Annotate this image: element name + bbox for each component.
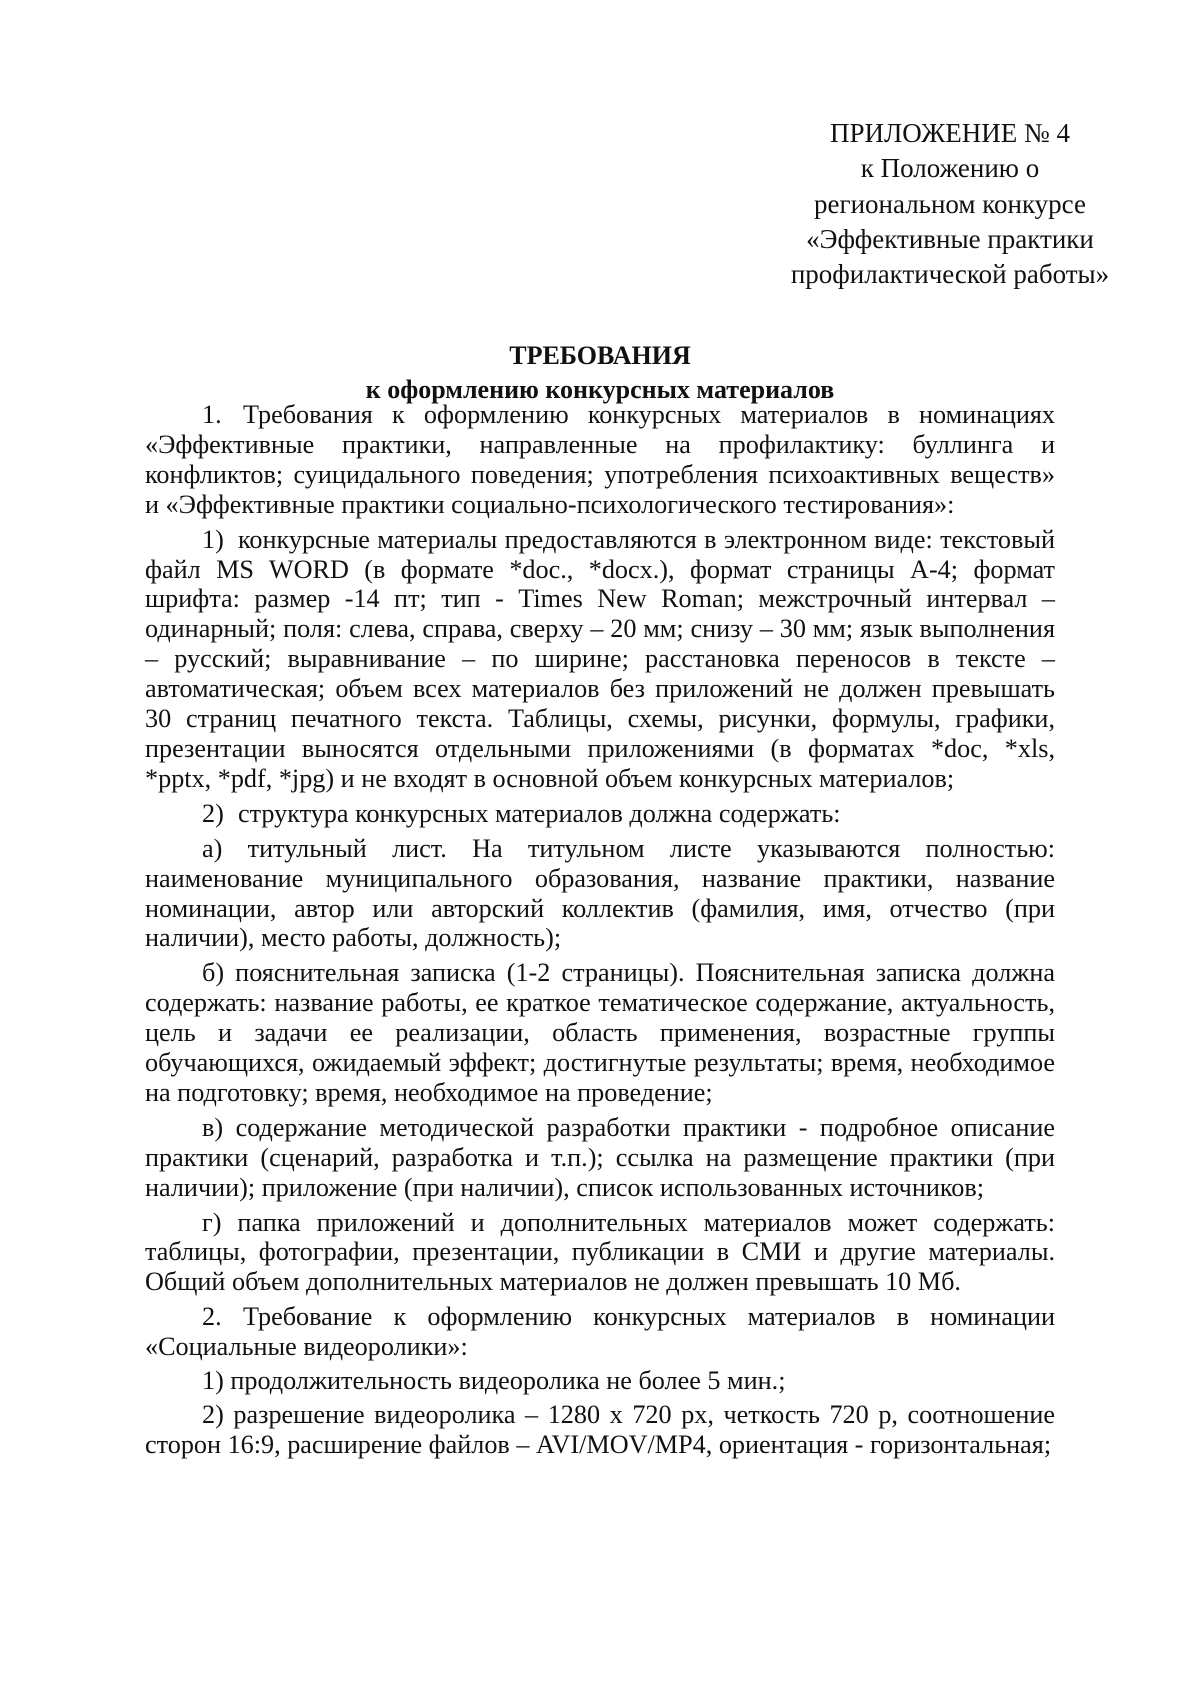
paragraph-item-v: в) содержание методической разработки практики - подробное описание практики (сценарий, разработка и т.п.); ссылка на размещение практики (при наличии); приложение (при наличии), список использованных источников; bbox=[145, 1112, 1055, 1202]
paragraph-text: структура конкурсных материалов должна содержать: bbox=[238, 798, 841, 828]
appendix-ref-line: «Эффективные практики bbox=[806, 223, 1094, 254]
paragraph-section-2 bbox=[145, 1302, 1055, 1362]
appendix-ref-line: профилактической работы» bbox=[790, 259, 1110, 290]
section-number: 1. bbox=[202, 400, 222, 429]
paragraph-item-2-1: 1) продолжительность видеоролика не более 5 мин.; bbox=[202, 1366, 786, 1396]
paragraph-text: Требования к оформлению конкурсных материалов в номинациях «Эффективные практики, направленные на профилактику: буллинга и конфликтов; суицидального поведения; употребления психоактивных веществ» и «Эффективные практики социально-психологического тестирования»: bbox=[145, 400, 1055, 519]
document-body bbox=[145, 400, 1055, 1460]
title-subheading: к оформлению конкурсных материалов bbox=[365, 375, 835, 404]
paragraph-item-1-2 bbox=[145, 799, 1055, 829]
appendix-header bbox=[780, 116, 1120, 292]
paragraph-item-a: а) титульный лист. На титульном листе указываются полностью: наименование муниципального образования, название практики, название номинации, автор или авторский коллектив (фамилия, имя, отчество (при наличии), место работы, должность); bbox=[145, 833, 1055, 953]
item-number: 1) bbox=[202, 524, 224, 554]
appendix-ref-line: региональном конкурсе bbox=[814, 188, 1086, 219]
appendix-number: ПРИЛОЖЕНИЕ № 4 bbox=[829, 118, 1071, 148]
paragraph-item-g: г) папка приложений и дополнительных материалов может содержать: таблицы, фотографии, презентации, публикации в СМИ и другие материалы. Общий объем дополнительных материалов не должен превышать 10 Мб. bbox=[145, 1207, 1055, 1297]
appendix-ref-line: к Положению о bbox=[860, 153, 1040, 184]
title-heading: ТРЕБОВАНИЯ bbox=[509, 341, 691, 370]
item-number: 2) bbox=[202, 798, 224, 828]
paragraph-section-1 bbox=[145, 400, 1055, 520]
section-number: 2. bbox=[202, 1302, 222, 1332]
paragraph-item-2-2: 2) разрешение видеоролика – 1280 х 720 px, четкость 720 р, соотношение сторон 16:9, расширение файлов – AVI/MOV/MP4, ориентация - горизонтальная; bbox=[145, 1400, 1055, 1459]
paragraph-item-1-1 bbox=[145, 525, 1055, 794]
paragraph-item-b: б) пояснительная записка (1-2 страницы). Пояснительная записка должна содержать: название работы, ее краткое тематическое содержание, актуальность, цель и задачи ее реализации, область применения, возрастные группы обучающихся, ожидаемый эффект; достигнутые результаты; время, необходимое на подготовку; время, необходимое на проведение; bbox=[145, 958, 1055, 1107]
paragraph-text: Требование к оформлению конкурсных материалов в номинации «Социальные видеоролики»: bbox=[145, 1302, 1055, 1362]
paragraph-text: конкурсные материалы предоставляются в электронном виде: текстовый файл MS WORD (в формате *doc., *docx.), формат страницы А-4; формат шрифта: размер -14 пт; тип - Times New Roman; межстрочный интервал – одинарный; поля: слева, справа, сверху – 20 мм; снизу – 30 мм; язык выполнения – русский; выравнивание – по ширине; расстановка переносов в тексте – автоматическая; объем всех материалов без приложений не должен превышать 30 страниц печатного текста. Таблицы, схемы, рисунки, формулы, графики, презентации выносятся отдельными приложениями (в форматах *doc, *xls, *pptx, *pdf, *jpg) и не входят в основной объем конкурсных материалов; bbox=[145, 524, 1055, 793]
document-title bbox=[145, 339, 1055, 407]
